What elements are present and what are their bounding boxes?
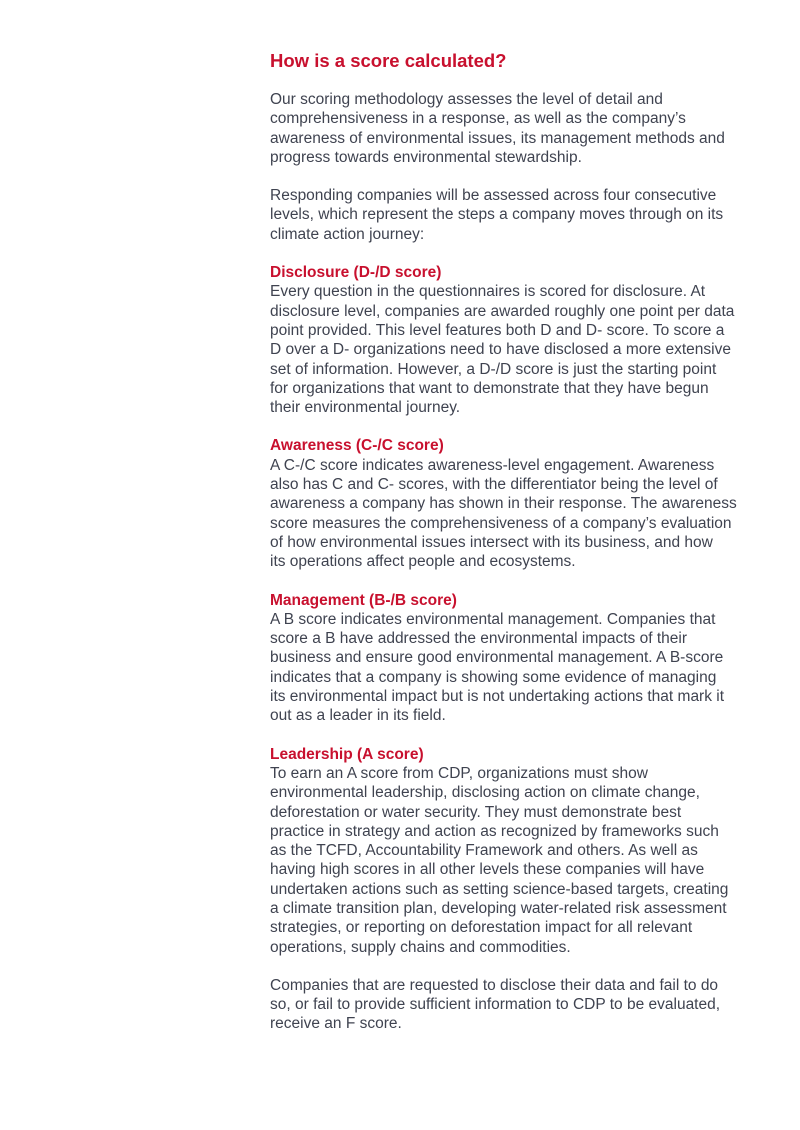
section-body-awareness: A C-/C score indicates awareness-level engagement. Awareness also has C and C- scores, with the differentiator being the level of awareness a company has shown in their response. The awareness score measures the comprehensiveness of a company’s evaluation of how environmental issues intersect with its business, and how its operations affect people and ecosystems. <box>270 456 737 571</box>
section-heading-disclosure: Disclosure (D-/D score) <box>270 264 442 282</box>
intro-paragraph-methodology: Our scoring methodology assesses the level of detail and comprehensiveness in a response, as well as the company’s awareness of environmental issues, its management methods and progress towards environmental stewardship. <box>270 91 725 166</box>
section-heading-management: Management (B-/B score) <box>270 591 457 609</box>
section-leadership <box>270 745 760 957</box>
section-awareness <box>270 436 760 571</box>
section-heading-awareness: Awareness (C-/C score) <box>270 437 444 455</box>
section-body-disclosure: Every question in the questionnaires is scored for disclosure. At disclosure level, companies are awarded roughly one point per data point provided. This level features both D and D- score. To score a D over a D- organizations need to have disclosed a more extensive set of information. However, a D-/D score is just the starting point for organizations that want to demonstrate that they have begun their environmental journey. <box>270 283 735 417</box>
section-management <box>270 591 760 726</box>
intro-paragraph-levels: Responding companies will be assessed across four consecutive levels, which represent the steps a company moves through on its climate action journey: <box>270 187 724 243</box>
closing-paragraph: Companies that are requested to disclose their data and fail to do so, or fail to provide sufficient information to CDP to be evaluated, receive an F score. <box>270 976 721 1033</box>
section-body-management: A B score indicates environmental management. Companies that score a B have addressed the environmental impacts of their business and ensure good environmental management. A B-score indicates that a company is showing some evidence of managing its environmental impact but is not undertaking actions that mark it out as a leader in its field. <box>270 610 725 725</box>
section-disclosure <box>270 263 760 417</box>
section-heading-leadership: Leadership (A score) <box>270 745 424 763</box>
page-title: How is a score calculated? <box>270 50 507 71</box>
document-content <box>270 46 760 1053</box>
section-body-leadership: To earn an A score from CDP, organizations must show environmental leadership, disclosing action on climate change, deforestation or water security. They must demonstrate best practice in strategy and action as recognized by frameworks such as the TCFD, Accountability Framework and others. As well as having high scores in all other levels these companies will have undertaken actions such as setting science-based targets, creating a climate transition plan, developing water-related risk assessment strategies, or reporting on deforestation impact for all relevant operations, supply chains and commodities. <box>270 764 729 956</box>
